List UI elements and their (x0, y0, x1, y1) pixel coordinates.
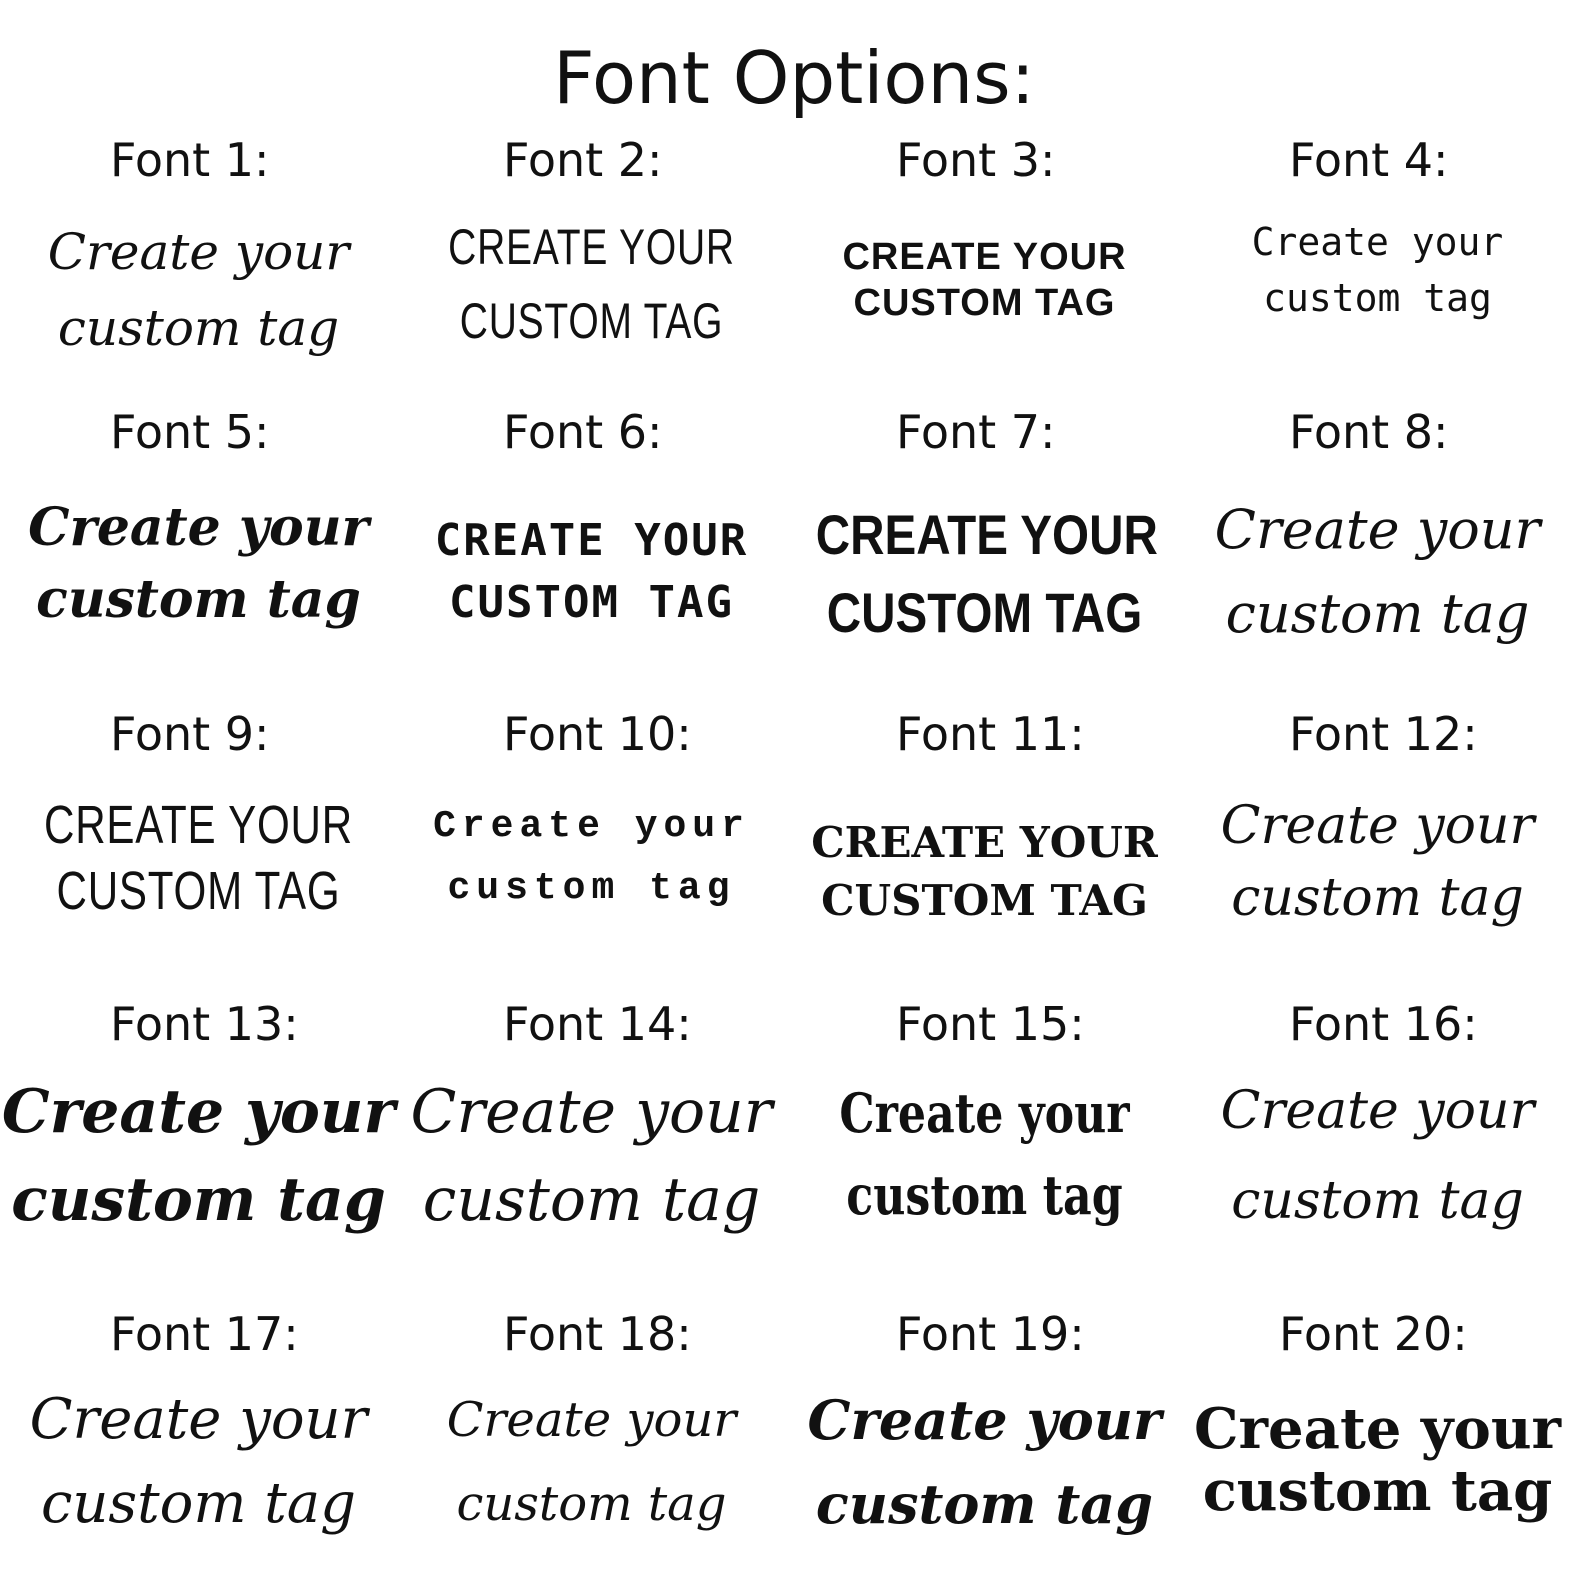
sample-line-1: Create your (410, 1077, 773, 1147)
sample-line-2: custom tag (1263, 276, 1492, 320)
sample-line-1: CREATE YOUR (434, 515, 749, 566)
sample-line-1: CREATE YOUR (448, 219, 735, 275)
page-title: Font Options: (553, 36, 1035, 120)
font-sample (786, 234, 1183, 326)
sample-line-1: Create your (29, 1387, 368, 1452)
sample-line-2: custom tag (40, 1471, 357, 1536)
sample-line-2: custom tag (1202, 1458, 1553, 1524)
font-sample (393, 1068, 790, 1244)
font-label: Font 1: (110, 133, 270, 187)
font-label: Font 12: (1289, 707, 1478, 761)
font-label: Font 2: (503, 133, 663, 187)
font-label: Font 8: (1289, 405, 1449, 459)
font-sample (0, 492, 397, 636)
font-label: Font 10: (503, 707, 692, 761)
font-label: Font 13: (110, 997, 299, 1051)
sample-line-2: custom tag (815, 1472, 1154, 1536)
font-label: Font 18: (503, 1307, 692, 1361)
sample-line-2: custom tag (1231, 868, 1524, 928)
sample-line-2: CUSTOM TAG (821, 876, 1148, 925)
sample-line-2: CUSTOM TAG (826, 581, 1143, 644)
font-sample (437, 210, 747, 358)
font-label: Font 14: (503, 997, 692, 1051)
font-sample (44, 792, 354, 924)
font-label: Font 9: (110, 707, 270, 761)
font-sample (1179, 790, 1576, 934)
font-sample (786, 1378, 1183, 1546)
sample-line-1: Create your (1193, 1396, 1562, 1462)
font-sample (1179, 1066, 1576, 1246)
font-sample (0, 1378, 397, 1546)
sample-line-1: Create your (1220, 1081, 1535, 1141)
sample-line-1: CREATE YOUR (44, 795, 353, 855)
font-sample (1179, 1398, 1576, 1522)
font-label: Font 11: (896, 707, 1085, 761)
font-label: Font 4: (1289, 133, 1449, 187)
sample-line-1: Create your (807, 1388, 1162, 1452)
font-sample (786, 814, 1183, 930)
sample-line-1: Create your (1251, 220, 1504, 264)
font-label: Font 16: (1289, 997, 1478, 1051)
sample-line-2: custom tag (57, 299, 340, 357)
sample-line-1: Create your (446, 1392, 737, 1448)
sample-line-2: CUSTOM TAG (459, 293, 724, 349)
font-sample (1179, 214, 1576, 326)
sample-line-2: custom tag (846, 1163, 1123, 1227)
sample-line-1: Create your (839, 1081, 1130, 1145)
sample-line-1: Create your (28, 497, 369, 558)
sample-line-1: CREATE YOUR (842, 236, 1127, 278)
font-sample (815, 496, 1158, 652)
font-label: Font 15: (896, 997, 1085, 1051)
font-label: Font 5: (110, 405, 270, 459)
font-sample (393, 1378, 790, 1546)
sample-line-2: custom tag (447, 867, 736, 910)
sample-line-2: CUSTOM TAG (449, 577, 734, 628)
font-sample (393, 510, 790, 634)
sample-line-2: custom tag (456, 1476, 727, 1532)
sample-line-1: Create your (433, 805, 750, 848)
font-sample (393, 796, 790, 920)
sample-line-2: custom tag (1225, 582, 1530, 645)
sample-line-1: Create your (1, 1077, 396, 1147)
sample-line-1: Create your (47, 223, 350, 281)
font-label: Font 3: (896, 133, 1056, 187)
sample-line-2: custom tag (422, 1165, 761, 1235)
font-label: Font 7: (896, 405, 1056, 459)
font-sample (0, 1068, 397, 1244)
sample-line-1: Create your (1220, 796, 1535, 856)
sample-line-2: custom tag (1231, 1171, 1524, 1231)
font-sample (822, 1072, 1148, 1236)
sample-line-1: CREATE YOUR (811, 818, 1158, 867)
sample-line-1: CREATE YOUR (815, 503, 1158, 566)
font-label: Font 17: (110, 1307, 299, 1361)
sample-line-2: custom tag (11, 1165, 386, 1235)
font-label: Font 6: (503, 405, 663, 459)
sample-line-1: Create your (1214, 498, 1541, 561)
sample-line-2: CUSTOM TAG (853, 282, 1116, 324)
font-label: Font 20: (1279, 1307, 1468, 1361)
font-label: Font 19: (896, 1307, 1085, 1361)
sample-line-2: CUSTOM TAG (56, 861, 341, 921)
font-sample (1179, 488, 1576, 656)
sample-line-2: custom tag (36, 569, 361, 630)
font-sample (0, 214, 397, 366)
